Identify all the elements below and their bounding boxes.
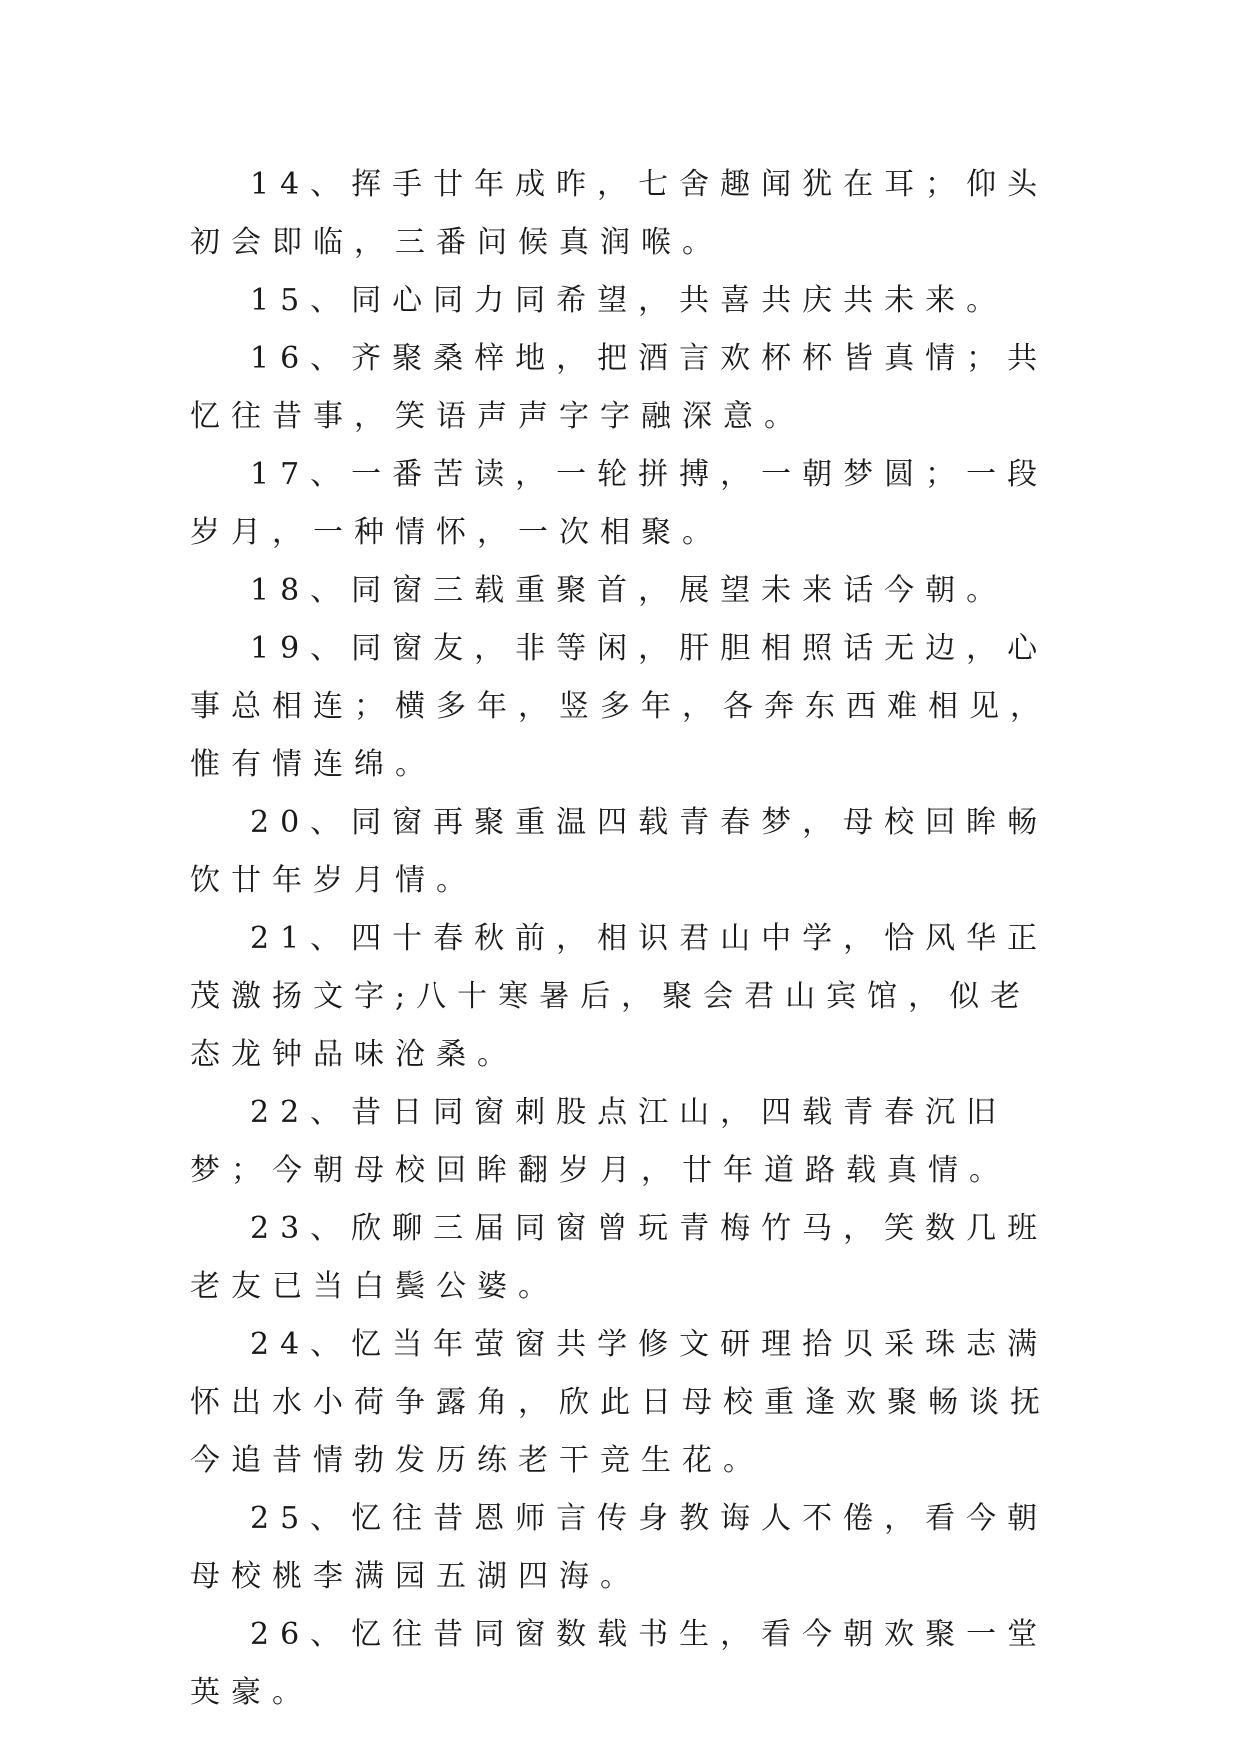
- paragraph-23: 23、欣聊三届同窗曾玩青梅竹马，笑数几班老友已当白鬓公婆。: [190, 1211, 1049, 1304]
- document-body: [190, 156, 1060, 1722]
- paragraph-19: 19、同窗友，非等闲，肝胆相照话无边，心事总相连；横多年，竖多年，各奔东西难相见，惟有情连绵。: [190, 631, 1051, 782]
- paragraph-20: 20、同窗再聚重温四载青春梦，母校回眸畅饮廿年岁月情。: [190, 805, 1049, 898]
- paragraph-14: 14、挥手廿年成昨，七舍趣闻犹在耳；仰头初会即临，三番问候真润喉。: [190, 167, 1049, 260]
- paragraph-24: 24、忆当年萤窗共学修文研理拾贝采珠志满怀出水小荷争露角，欣此日母校重逢欢聚畅谈抚今追昔情勃发历练老干竞生花。: [190, 1327, 1051, 1478]
- paragraph-25: 25、忆往昔恩师言传身教诲人不倦，看今朝母校桃李满园五湖四海。: [190, 1501, 1049, 1594]
- paragraph-18: 18、同窗三载重聚首，展望未来话今朝。: [250, 573, 1008, 608]
- paragraph-15: 15、同心同力同希望，共喜共庆共未来。: [250, 283, 1008, 318]
- paragraph-26: 26、忆往昔同窗数载书生，看今朝欢聚一堂英豪。: [190, 1617, 1049, 1710]
- paragraph-21: 21、四十春秋前，相识君山中学，恰风华正茂激扬文字;八十寒暑后，聚会君山宾馆，似老态龙钟品味沧桑。: [190, 921, 1049, 1072]
- paragraph-17: 17、一番苦读，一轮拼搏，一朝梦圆；一段岁月，一种情怀，一次相聚。: [190, 457, 1049, 550]
- paragraph-22: 22、昔日同窗刺股点江山，四载青春沉旧梦；今朝母校回眸翻岁月，廿年道路载真情。: [190, 1095, 1010, 1188]
- paragraph-16: 16、齐聚桑梓地，把酒言欢杯杯皆真情；共忆往昔事，笑语声声字字融深意。: [190, 341, 1049, 434]
